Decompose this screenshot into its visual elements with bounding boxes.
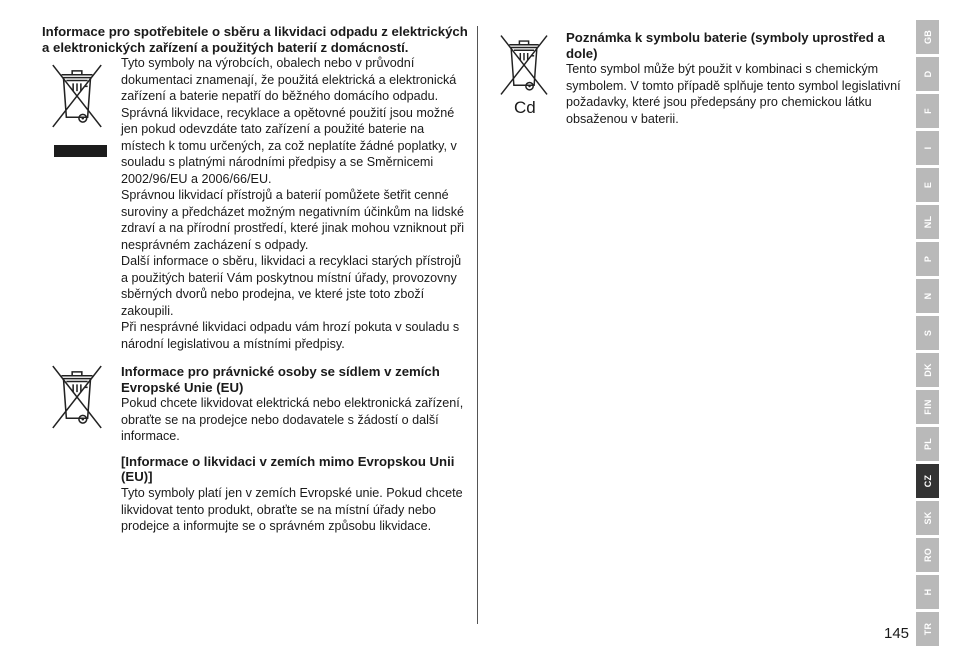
tab-cz[interactable]: CZ (916, 464, 939, 498)
intro-paragraph: Správná likvidace, recyklace a opětovné použití jsou možné jen pokud odevzdáte tato zařízení a použité baterie na místech k tomu určených, za což neplatíte žádné poplatky, v souladu s platnými národními předpisy a se Směrnicemi 2002/96/EU a 2006/66/EU. (121, 105, 457, 186)
battery-note (566, 30, 914, 127)
intro-text (121, 55, 468, 352)
black-bar-marking (54, 145, 107, 157)
business-text: Pokud chcete likvidovat elektrická nebo elektronická zařízení, obraťte se na prodejce nebo dodavatele s žádostí o další informace. (121, 396, 464, 444)
tab-tr[interactable]: TR (916, 612, 939, 646)
battery-heading: Poznámka k symbolu baterie (symboly uprostřed a dole) (566, 30, 885, 61)
tab-fin[interactable]: FIN (916, 390, 939, 424)
tab-dk[interactable]: DK (916, 353, 939, 387)
intro-paragraph: Při nesprávné likvidaci odpadu vám hrozí pokuta v souladu s národní legislativou a místními předpisy. (121, 320, 460, 351)
tab-e[interactable]: E (916, 168, 939, 202)
column-divider (477, 26, 478, 624)
tab-d[interactable]: D (916, 57, 939, 91)
right-column (494, 30, 914, 127)
tab-s[interactable]: S (916, 316, 939, 350)
outside-eu-heading: [Informace o likvidaci v zemích mimo Evropskou Unii (EU)] (121, 453, 455, 485)
tab-p[interactable]: P (916, 242, 939, 276)
intro-paragraph: Další informace o sběru, likvidaci a recyklaci starých přístrojů a použitých baterií Vám poskytnou místní úřady, provozovny sběrných dvorů nebo prodejna, ve které jste toto zboží zakoupili. (121, 254, 462, 318)
business-block (42, 364, 468, 534)
tab-f[interactable]: F (916, 94, 939, 128)
battery-text: Tento symbol může být použit v kombinaci s chemickým symbolem. V tomto případě splňuje tento symbol legislativní požadavky, které jsou předepsány pro chemickou látku obsaženou v baterii. (566, 62, 901, 126)
page-number: 145 (884, 625, 910, 642)
language-tabs (916, 20, 939, 646)
weee-bin-icon (48, 59, 106, 138)
intro-heading: Informace pro spotřebitele o sběru a likvidaci odpadu z elektrických a elektronických zařízení a použitých baterií z domácností. (42, 24, 468, 55)
intro-paragraph: Správnou likvidací přístrojů a baterií pomůžete šetřit cenné suroviny a předcházet možným negativním účinkům na lidské zdraví a na přírodní prostředí, které jinak mohou vzniknout při nesprávném zacházení s odpady. (121, 188, 465, 252)
tab-gb[interactable]: GB (916, 20, 939, 54)
tab-n[interactable]: N (916, 279, 939, 313)
tab-pl[interactable]: PL (916, 427, 939, 461)
weee-bin-icon (48, 360, 106, 439)
chemical-symbol: Cd (514, 98, 536, 117)
tab-i[interactable]: I (916, 131, 939, 165)
intro-paragraph: Tyto symboly na výrobcích, obalech nebo v průvodní dokumentaci znamenají, že použitá elektrická a elektronická zařízení a baterie nepatří do běžného domácího odpadu. (121, 56, 457, 104)
intro-block (42, 55, 468, 352)
left-column (42, 24, 468, 535)
tab-nl[interactable]: NL (916, 205, 939, 239)
tab-h[interactable]: H (916, 575, 939, 609)
tab-sk[interactable]: SK (916, 501, 939, 535)
tab-ro[interactable]: RO (916, 538, 939, 572)
battery-bin-icon (496, 30, 552, 117)
business-heading: Informace pro právnické osoby se sídlem v zemích Evropské Unie (EU) (121, 364, 440, 395)
outside-eu-text: Tyto symboly platí jen v zemích Evropské unie. Pokud chcete likvidovat tento produkt, obraťte se na místní úřady nebo prodejce a informujte se o správném způsobu likvidace. (121, 486, 463, 534)
